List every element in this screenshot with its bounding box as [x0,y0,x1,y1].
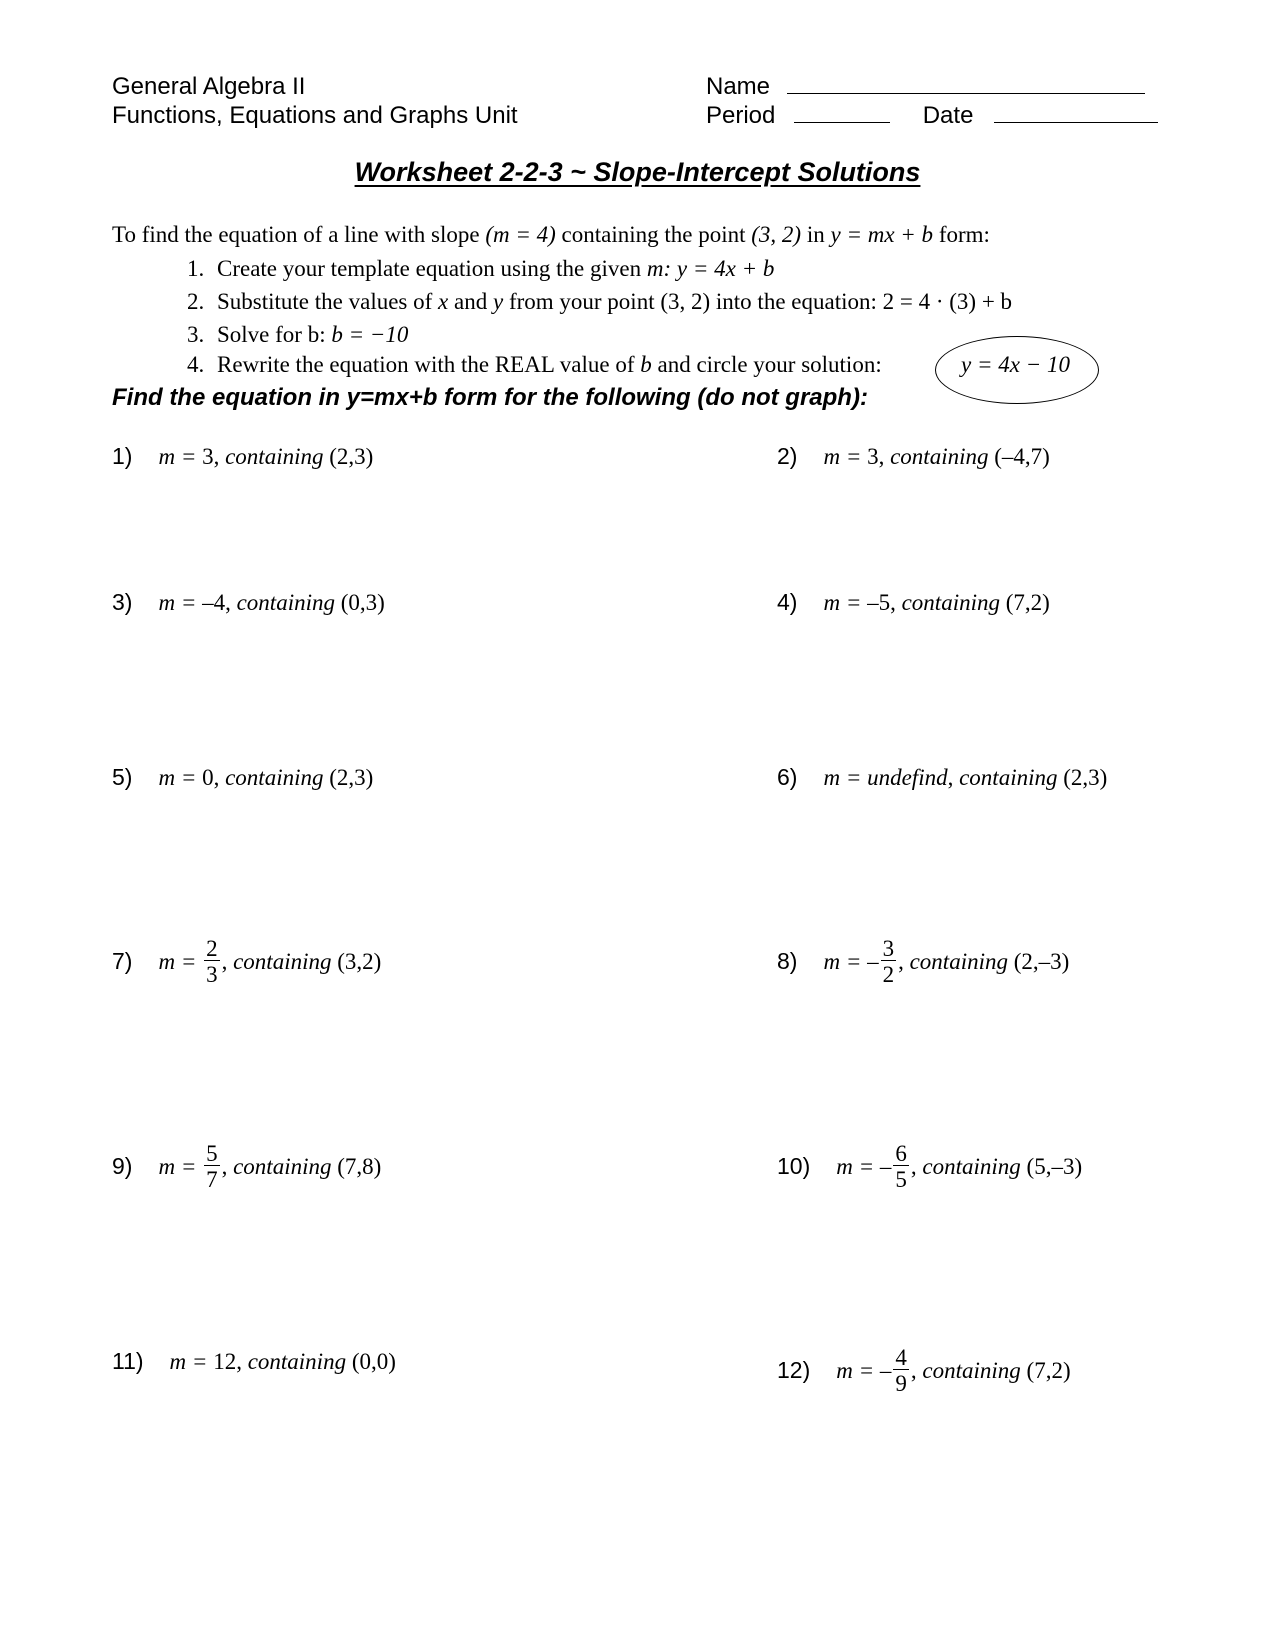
circled-solution: y = 4x − 10 [961,352,1070,377]
slope-fraction: $\frac{2}{3}$ [206,936,218,987]
problem-7 [112,936,382,988]
problem-number: 3) [112,589,133,615]
step-text: Rewrite the equation with the REAL value of [217,352,641,377]
problem-number: 10) [777,1152,811,1179]
problem-number: 4) [777,589,798,615]
slope-fraction: $\frac{5}{7}$ [206,1141,218,1192]
slope-fraction: $\frac{3}{2}$ [882,936,895,987]
problem-text: m = –4, containing (0,3) [158,590,385,615]
problem-number: 11) [112,1348,144,1374]
step-text: Create your template equation using the given [217,256,647,281]
unit-title: Functions, Equations and Graphs Unit [112,102,518,129]
slope-fraction: $\frac{4}{9}$ [895,1345,907,1396]
problem-3 [112,589,385,616]
step-3 [187,322,408,348]
slope-fraction: $\frac{6}{5}$ [895,1141,907,1192]
problem-9 [112,1141,382,1193]
problem-text: m = 3, containing (–4,7) [823,444,1050,469]
problem-number: 8) [777,947,798,974]
problem-text: m = $\frac{5}{7}$ , containing (7,8) [158,1141,382,1192]
worksheet-title: Worksheet 2-2-3 ~ Slope-Intercept Solutions [354,157,921,187]
intro-text-d: form: [933,222,990,247]
problem-4 [777,589,1050,616]
problem-text: m = $\frac{2}{3}$ , containing (3,2) [158,936,382,987]
problem-text: m = undefind, containing (2,3) [823,765,1108,790]
step-math: b [640,352,652,377]
date-blank[interactable] [994,102,1158,123]
step-2 [187,289,1012,315]
problem-11 [112,1348,396,1375]
solution-circle [935,336,1099,404]
step-number: 2. [187,289,205,314]
period-label: Period [706,102,776,129]
problem-number: 9) [112,1152,133,1179]
step-4 [187,352,882,378]
name-field [706,72,1145,101]
instructions: Find the equation in y=mx+b form for the following (do not graph): [112,384,868,411]
step-math: b = −10 [331,322,409,347]
intro-form: y = mx + b [830,222,934,247]
problem-text: m = – $\frac{4}{9}$ , containing (7,2) [836,1345,1071,1396]
intro-slope: (m = 4) [485,222,556,247]
problem-text: m = –5, containing (7,2) [823,590,1050,615]
name-label: Name [706,73,771,100]
step-text: from your point (3, 2) into the equation: 2 = 4 · (3) + b [503,289,1013,314]
step-math: m: y = 4x + b [646,256,775,281]
step-1 [187,256,774,282]
step-text: and circle your solution: [651,352,882,377]
name-blank[interactable] [787,73,1145,94]
problem-6 [777,764,1107,791]
problem-number: 7) [112,947,133,974]
problem-number: 2) [777,443,798,469]
intro-text-c: in [801,222,831,247]
problem-5 [112,764,373,791]
problem-number: 1) [112,443,133,469]
problem-12 [777,1345,1071,1397]
step-text: and [448,289,493,314]
problem-number: 5) [112,764,133,790]
problem-text: m = 0, containing (2,3) [158,765,374,790]
period-date-field [706,101,1158,130]
problem-text: m = – $\frac{3}{2}$ , containing (2,–3) [823,936,1070,987]
problem-text: m = 12, containing (0,0) [169,1349,396,1374]
intro-text-a: To find the equation of a line with slope [112,222,486,247]
intro-text-b: containing the point [555,222,752,247]
course-title: General Algebra II [112,73,306,100]
problem-number: 6) [777,764,798,790]
date-label: Date [922,102,974,129]
intro-point: (3, 2) [751,222,802,247]
step-math: y [492,289,504,314]
problem-number: 12) [777,1356,811,1383]
problem-8 [777,936,1070,988]
step-number: 1. [187,256,205,281]
step-text: Substitute the values of [217,289,439,314]
step-number: 4. [187,352,205,377]
step-math: x [438,289,449,314]
problem-text: m = – $\frac{6}{5}$ , containing (5,–3) [836,1141,1083,1192]
problem-1 [112,443,373,470]
period-blank[interactable] [794,102,890,123]
step-number: 3. [187,322,205,347]
problem-2 [777,443,1050,470]
intro-lead [112,222,990,248]
problem-10 [777,1141,1083,1193]
problem-text: m = 3, containing (2,3) [158,444,374,469]
step-text: Solve for b: [217,322,332,347]
